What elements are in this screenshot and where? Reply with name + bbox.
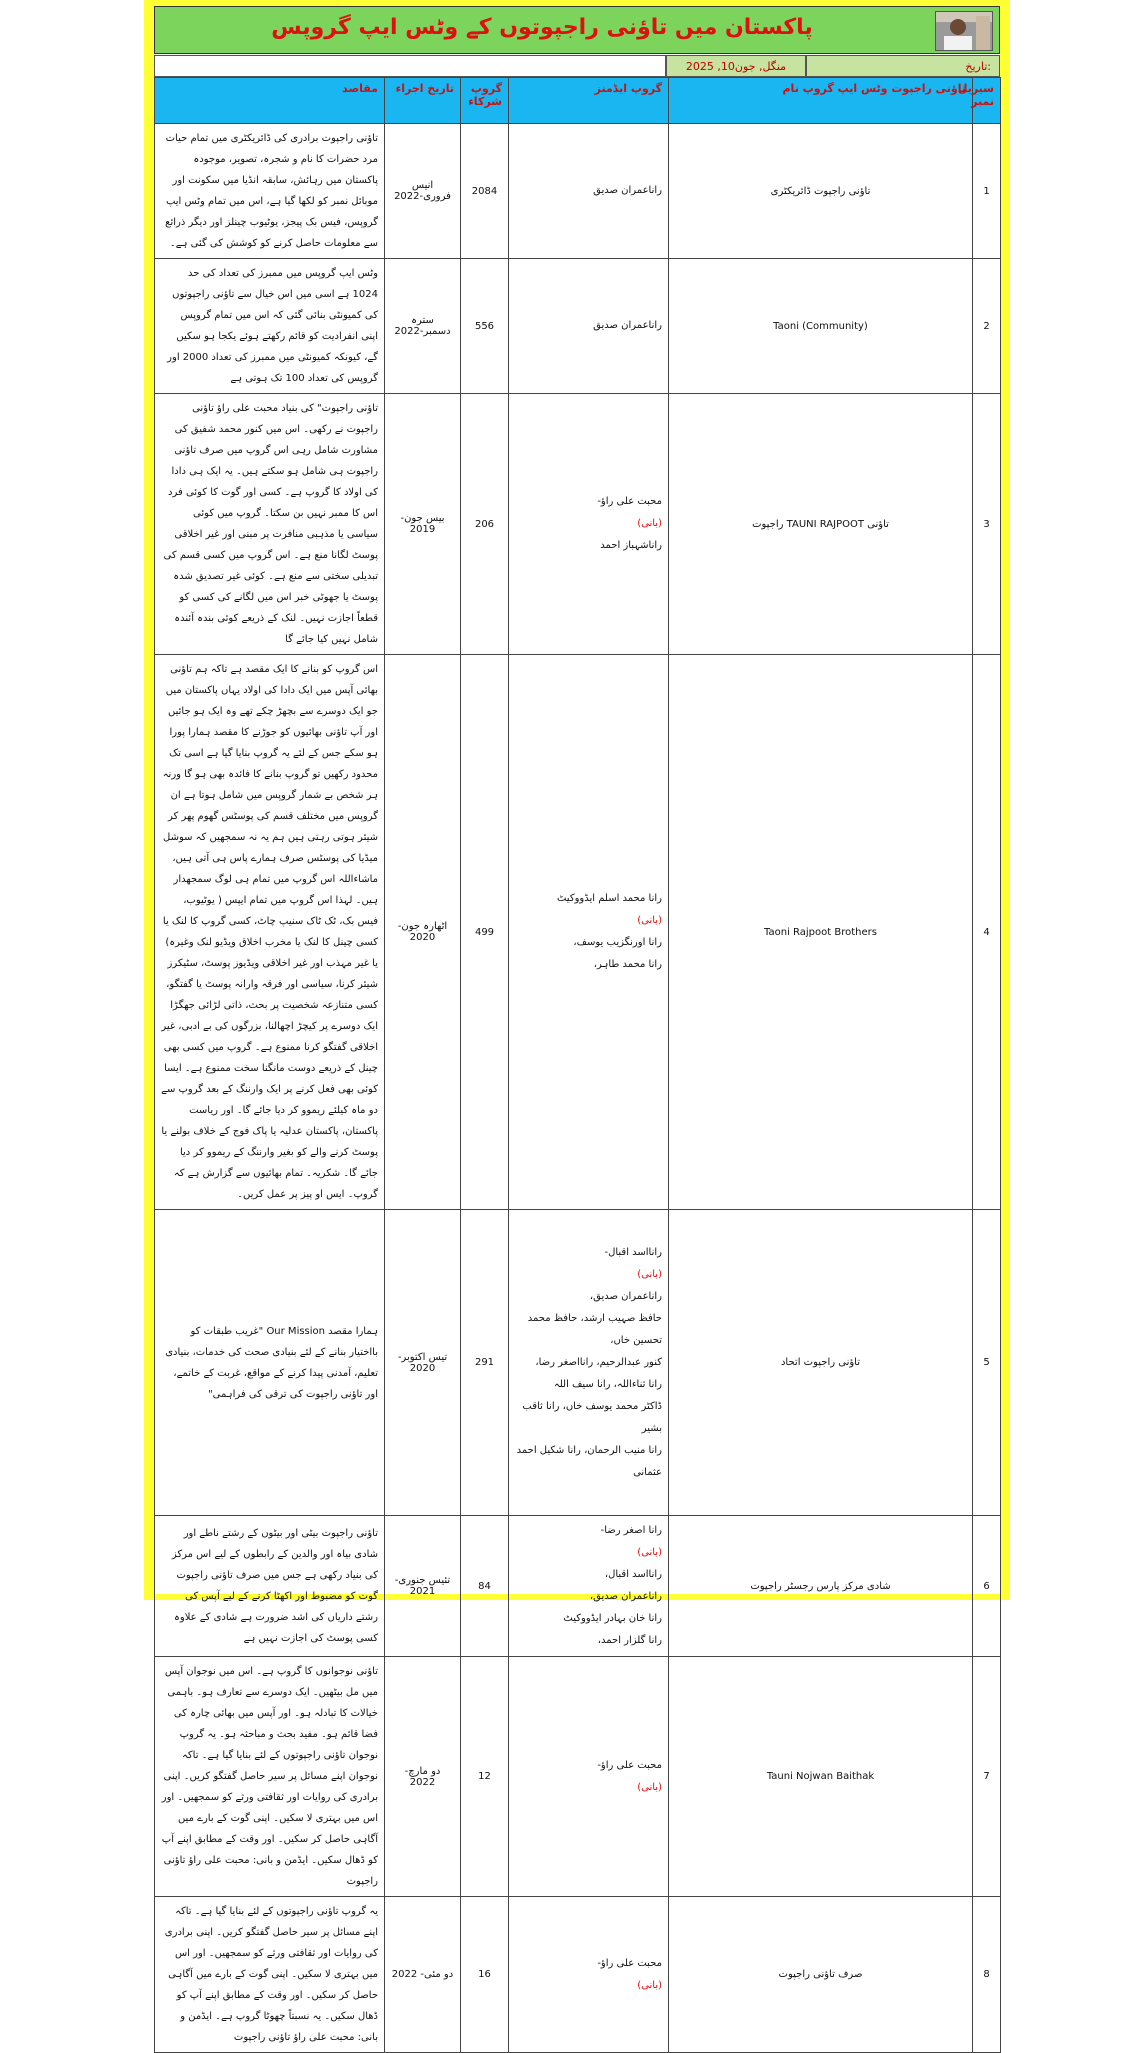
row-group-name: تاؤنی راجپوت ڈائریکٹری [669,124,973,259]
row-group-name: Tauni Nojwan Baithak [669,1657,973,1897]
row-start-date: دو مئی- 2022 [385,1897,461,2053]
row-group-name: شادی مرکز پارس رجسٹر راجپوت [669,1516,973,1657]
row-purpose: یہ گروپ تاؤنی راجپوتوں کے لئے بنایا گیا ہے۔ تاکہ اپنے مسائل پر سیر حاصل گفتگو کریں۔ اپنی برادری کی روایات اور ثقافتی ورثے کو سمجھیں۔ اور اس میں بہتری لا سکیں۔ اپنی گوت کے بارے میں آگاہی حاصل کر سکیں۔ اور وقت کے مطابق اپنے آپ کو ڈھال سکیں۔ یہ نسبتاً چھوٹا گروپ ہے۔ ایڈمن و بانی: محبت علی راؤ تاؤنی راجپوت [155,1897,385,2053]
admin-name: رانا اورنگزیب یوسف، [573,937,662,948]
admin-name: کنور عبدالرحیم، رانااصغر رضا، [535,1356,662,1368]
row-purpose: ہمارا مقصد Our Mission "غریب طبقات کو بااختیار بنانے کے لئے بنیادی صحت کی خدمات، بنیادی تعلیم، آمدنی پیدا کرنے کے مواقع، غربت کے خاتمے، اور تاؤنی راجپوت کی ترقی کی فراہمی" [155,1210,385,1516]
admin-name: رانا گلزار احمد، [597,1635,662,1646]
row-purpose: تاؤنی راجپوت" کی بنیاد محبت علی راؤ تاؤنی راجپوت نے رکھی۔ اس میں کنور محمد شفیق کی مشاورت شامل رہی اس گروپ میں صرف تاؤنی راجپوت ہی شامل ہو سکتے ہیں۔ یہ ایک ہی دادا کی اولاد کا گروپ ہے۔ کسی اور گوت کا کوئی فرد اس کا ممبر نہیں بن سکتا۔ گروپ میں کوئی سیاسی یا مذہبی منافرت پر مبنی اور غیر اخلاقی پوسٹ لگانا منع ہے۔ اس گروپ میں کسی قسم کی تبدیلی سختی سے منع ہے۔ کوئی غیر تصدیق شدہ پوسٹ یا جھوٹی خبر اس میں لگانے کی کسی کو قطعاً اجازت نہیں۔ لنک کے ذریعے کوئی بندہ آئندہ شامل نہیں کیا جائے گا [155,394,385,655]
row-admins [509,124,669,259]
row-admins [509,1657,669,1897]
row-serial: 5 [973,1210,1001,1516]
admin-name: راناعمران صدیق، [589,1290,662,1302]
table-row [155,655,1001,1210]
row-members: 84 [461,1516,509,1657]
admin-name: رانااسد اقبال، [604,1569,662,1580]
table-row [155,259,1001,394]
row-start-date: تئیس جنوری- 2021 [385,1516,461,1657]
admin-name: رانا خان بہادر ایڈووکیٹ [563,1613,662,1624]
admin-name: رانا محمد طاہر، [593,959,662,970]
row-serial: 1 [973,124,1001,259]
row-admins [509,259,669,394]
table-header-row [155,78,1001,124]
title-bar [154,6,1000,54]
admin-name: (بانی) [637,1547,662,1558]
row-purpose: تاؤنی نوجوانوں کا گروپ ہے۔ اس میں نوجوان آپس میں مل بیٹھیں۔ ایک دوسرے سے تعارف ہو۔ باہمی خیالات کا تبادلہ ہو۔ اور آپس میں بھائی چارہ کی فضا قائم ہو۔ مفید بحث و مباحثہ ہو۔ یہ گروپ نوجوان تاؤنی راجپوتوں کے لئے بنایا گیا ہے۔ تاکہ نوجوان اپنے مسائل پر سیر حاصل گفتگو کریں۔ اپنی برادری کی روایات اور ثقافتی ورثے کو سمجھیں۔ اور اس میں بہتری لا سکیں۔ اپنی گوت کے بارے میں آگاہی حاصل کر سکیں۔ اور وقت کے مطابق اپنے آپ کو ڈھال سکیں۔ ایڈمن و بانی: محبت علی راؤ تاؤنی راجپوت [155,1657,385,1897]
date-row [154,55,1000,77]
header-start-date: تاریخ اجراء [385,78,461,124]
row-purpose: تاؤنی راجپوت برادری کی ڈائریکٹری میں تمام حیات مرد حضرات کا نام و شجرہ، تصویر، موجودہ پاکستان میں رہائش، سابقہ انڈیا میں سکونت اور موبائل نمبر کو لکھا گیا ہے، اس میں تمام وٹس ایپ گروپس، فیس بک پیجز، یوٹیوب چینلز اور دیگر ذرائع سے معلومات حاصل کرنے کو کوشش کی گئی ہے۔ [155,124,385,259]
row-members: 556 [461,259,509,394]
admin-name: ڈاکٹر محمد یوسف خاں، رانا ثاقب بشیر [522,1400,662,1434]
table-row [155,1516,1001,1657]
header-group-name: تاؤنی راجپوت وٹس ایپ گروپ نام [669,78,973,124]
date-blank-cell [154,55,666,77]
row-start-date: دو مارچ- 2022 [385,1657,461,1897]
page-title: پاکستان میں تاؤنی راجپوتوں کے وٹس ایپ گروپس [271,15,813,40]
admin-name: رانا ثناءاللہ، رانا سیف اللہ [553,1378,662,1390]
row-start-date: تیس اکتوبر- 2020 [385,1210,461,1516]
row-serial: 3 [973,394,1001,655]
row-purpose: تاؤنی راجپوت بیٹی اور بیٹوں کے رشتے ناطے اور شادی بیاہ اور والدین کے رابطوں کے لیے اس مرکز کی بنیاد رکھی ہے جس میں صرف تاؤنی راجپوت گوت کو مضبوط اور اکھٹا کرنے کے لیے آپس کی رشتے داریاں کی اشد ضرورت ہے شادی کے علاوہ کسی پوسٹ کی اجازت نہیں ہے [155,1516,385,1657]
profile-photo [935,11,993,51]
admin-name: راناعمران صدیق [593,185,662,196]
admin-name: (بانی) [637,1268,662,1280]
admin-name: محبت علی راؤ- [597,1957,662,1969]
admin-name: (بانی) [637,1781,662,1793]
header-serial: سیریل نمبر [973,78,1001,124]
row-group-name: Taoni Rajpoot Brothers [669,655,973,1210]
header-admins: گروپ ایڈمنز [509,78,669,124]
admin-name: (بانی) [637,915,662,926]
row-members: 206 [461,394,509,655]
table-row [155,394,1001,655]
row-admins [509,1516,669,1657]
row-serial: 7 [973,1657,1001,1897]
table-row [155,1897,1001,2053]
row-start-date: انیس فروری-2022 [385,124,461,259]
row-admins [509,394,669,655]
admin-name: محبت علی راؤ- [597,1759,662,1771]
header-purpose: مقاصد [155,78,385,124]
row-group-name: Taoni (Community) [669,259,973,394]
row-group-name: صرف تاؤنی راجپوت [669,1897,973,2053]
admin-name: راناشہباز احمد [600,540,662,551]
row-start-date: سترہ دسمبر-2022 [385,259,461,394]
admin-name: (بانی) [637,518,662,529]
admin-name: رانااسد اقبال- [604,1246,662,1258]
row-start-date: اٹھارہ جون- 2020 [385,655,461,1210]
groups-table [154,77,1001,2053]
row-purpose: اس گروپ کو بنانے کا ایک مقصد ہے تاکہ ہم تاؤنی بھائی آپس میں ایک دادا کی اولاد یہاں پاکستان میں جو ایک دوسرے سے بچھڑ چکے تھے وہ ایک ہو جائیں اور آپ تاؤنی بھائیوں کو جوڑنے کا مقصد ہمارا پورا ہو سکے جس کے لئے یہ گروپ بنایا گیا ہے اسی تک محدود رکھیں تو گروپ بنانے کا فائدہ بھی ہو گا ورنہ ہر شخص بے شمار گروپس میں شامل ہوتا ہے ان گروپس میں مختلف قسم کی پوسٹس گھوم پھر کر شیئر ہوتی رہتی ہیں ہم یہ نہ سمجھیں کہ سوشل میڈیا کی پوسٹس صرف ہمارے پاس ہی آتی ہیں، ماشاءاللہ اس گروپ میں تمام ہی لوگ سمجھدار ہیں۔ لہذا اس گروپ میں تمام ایپس ( یوٹیوب، فیس بک، ٹک ٹاک سنیپ چاٹ، کسی گروپ کا لنک یا کسی چینل کا لنک یا مخرب اخلاق ویڈیو لنک وغیرہ) یا غیر مہذب اور غیر اخلاقی ویڈیوز پوسٹ، سٹیکرز شیئر کرنا، سیاسی اور فرقہ وارانہ پوسٹ یا گفتگو، کسی متنازعہ شخصیت پر بحث، ذاتی لڑائی جھگڑا ایک دوسرے پر کیچڑ اچھالنا، بزرگوں کی بے ادبی، غیر اخلاقی گفتگو کرنا ممنوع ہے۔ گروپ میں کسی بھی چینل کے ذریعے دوست مانگنا سخت ممنوع ہے۔ ایسا کوئی بھی فعل کرنے پر ایک وارننگ کے بعد گروپ سے دو ماہ کیلئے ریموو کر دیا جائے گا۔ اور ریاست پاکستان، پاکستان عدلیہ یا پاک فوج کے خلاف بولنے یا پوسٹ کرنے والے کو بغیر وارننگ کے ریموو کر دیا جائے گا۔ شکریہ۔ تمام بھائیوں سے گزارش ہے کہ گروپ۔ ایس او پیز پر عمل کریں۔ [155,655,385,1210]
table-row [155,1210,1001,1516]
admin-name: محبت علی راؤ- [597,496,662,507]
row-admins [509,1210,669,1516]
row-members: 291 [461,1210,509,1516]
row-start-date: بیس جون- 2019 [385,394,461,655]
row-serial: 8 [973,1897,1001,2053]
header-members: گروپ شرکاء [461,78,509,124]
admin-name: حافظ صہیب ارشد، حافظ محمد تحسین خاں، [527,1312,662,1346]
row-members: 2084 [461,124,509,259]
admin-name: رانا منیب الرحمان، رانا شکیل احمد عثمانی [516,1444,662,1478]
row-group-name: تاؤنی TAUNI RAJPOOT راجپوت [669,394,973,655]
row-serial: 4 [973,655,1001,1210]
row-members: 16 [461,1897,509,2053]
row-admins [509,1897,669,2053]
row-serial: 2 [973,259,1001,394]
admin-name: راناعمران صدیق، [589,1591,662,1602]
admin-name: راناعمران صدیق [593,320,662,331]
row-purpose: وٹس ایپ گروپس میں ممبرز کی تعداد کی حد 1024 ہے اسی میں اس خیال سے تاؤنی راجپوتوں کی کمیونٹی بنائی گئی کہ اس میں تمام گروپس اپنی انفرادیت کو قائم رکھتے ہوئے یکجا ہو سکیں گے، کیونکہ کمیونٹی میں ممبرز کی تعداد 2000 اور گروپس کی تعداد 100 تک ہوتی ہے [155,259,385,394]
admin-name: رانا محمد اسلم ایڈووکیٹ [556,893,662,904]
row-group-name: تاؤنی راجپوت اتحاد [669,1210,973,1516]
row-members: 12 [461,1657,509,1897]
row-admins [509,655,669,1210]
date-label: تاریخ: [806,55,1000,77]
admin-name: (بانی) [637,1979,662,1991]
row-serial: 6 [973,1516,1001,1657]
admin-name: رانا اصغر رضا- [600,1525,662,1536]
table-row [155,124,1001,259]
table-row [155,1657,1001,1897]
row-members: 499 [461,655,509,1210]
date-value: منگل, جون10, 2025 [666,55,806,77]
